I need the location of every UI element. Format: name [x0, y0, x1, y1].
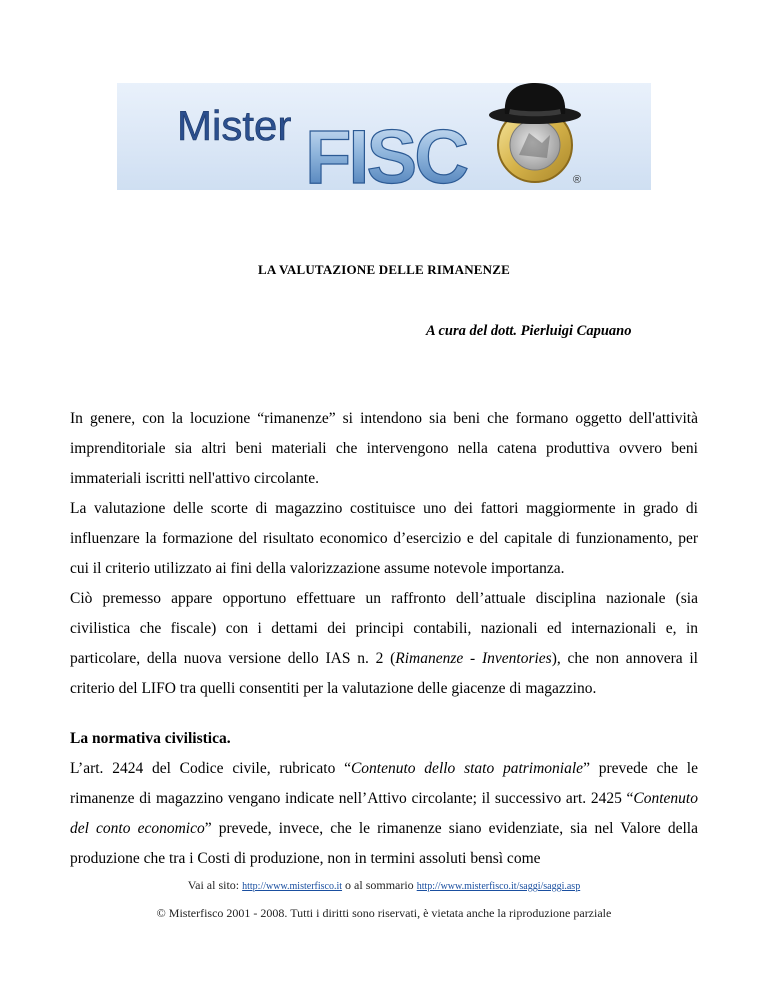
footer-links-line — [0, 872, 768, 900]
logo-graphic — [117, 83, 651, 190]
paragraph-text: ” prevede, invece, che le rimanenze siano evidenziate, sia nel Valore della produzione che tra i Costi di produzione, non in termini assoluti bensì come — [70, 820, 698, 867]
paragraph — [70, 754, 698, 874]
document-body — [70, 404, 698, 874]
site-link[interactable]: http://www.misterfisco.it — [242, 881, 343, 892]
footer-prefix: Vai al sito: — [187, 878, 243, 892]
paragraph-italic-text: Contenuto del conto economico — [70, 790, 698, 837]
paragraph-text: ” prevede che le rimanenze di magazzino vengano indicate nell’Attivo circolante; il successivo art. 2425 “ — [70, 760, 698, 807]
summary-link[interactable]: http://www.misterfisco.it/saggi/saggi.asp — [416, 881, 581, 892]
footer-middle: o al sommario — [342, 878, 417, 892]
page-footer — [0, 872, 768, 927]
paragraph-text: Ciò premesso appare opportuno effettuare un raffronto dell’attuale disciplina nazionale (sia civilistica che fiscale) con i dettami dei principi contabili, nazionali ed internazionali e, in particolare, della nuova versione dello IAS n. 2 ( — [70, 590, 698, 667]
logo-word-mister: Mister — [177, 102, 292, 149]
copyright-notice: © Misterfisco 2001 - 2008. Tutti i diritti sono riservati, è vietata anche la riproduzione parziale — [156, 906, 612, 920]
trademark-symbol: ® — [573, 174, 582, 186]
paragraph — [70, 584, 698, 704]
paragraph-text: ), che non annovera il criterio del LIFO tra quelli consentiti per la valutazione delle giacenze di magazzino. — [70, 650, 698, 697]
author-line: A cura del dott. Pierluigi Capuano — [426, 323, 632, 339]
paragraph-italic-text: Contenuto dello stato patrimoniale — [350, 760, 584, 777]
paragraph-italic-text: Rimanenze - Inventories — [395, 650, 552, 667]
paragraph-text: L’art. 2424 del Codice civile, rubricato “ — [70, 760, 351, 777]
document-title: LA VALUTAZIONE DELLE RIMANENZE — [258, 262, 510, 277]
section-heading: La normativa civilistica. — [70, 730, 231, 747]
logo-word-fisco: FISC — [305, 115, 467, 190]
paragraph: In genere, con la locuzione “rimanenze” si intendono sia beni che formano oggetto dell'attività imprenditoriale sia altri beni materiali che intervengono nella catena produttiva ovvero beni immateriali iscritti nell'attivo circolante. — [70, 410, 698, 487]
bowler-hat-icon — [489, 83, 581, 124]
paragraph: La valutazione delle scorte di magazzino costituisce uno dei fattori maggiormente in grado di influenzare la formazione del risultato economico d’esercizio e del capitale di funzionamento, per cui il criterio utilizzato ai fini della valorizzazione assume notevole importanza. — [70, 500, 698, 577]
misterfisco-logo — [117, 83, 651, 190]
